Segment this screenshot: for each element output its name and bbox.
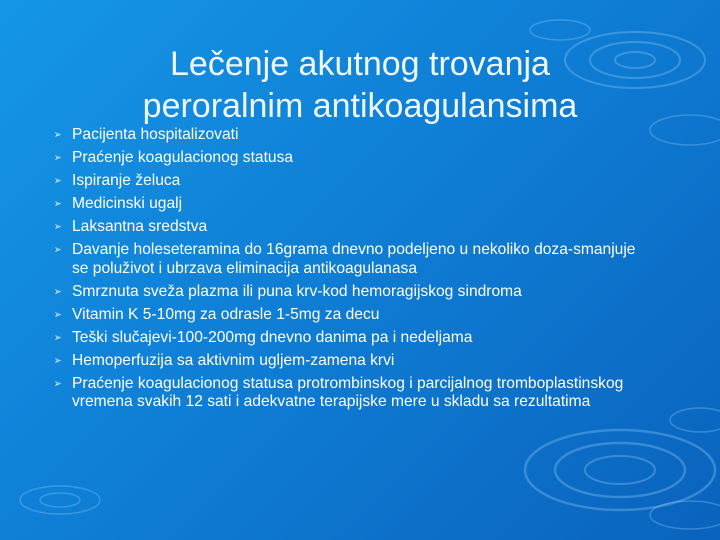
bullet-text: Praćenje koagulacionog statusa <box>72 149 294 166</box>
arrowhead-bullet-icon: ➢ <box>53 152 62 164</box>
arrowhead-bullet-icon: ➢ <box>53 198 62 210</box>
list-item <box>52 375 652 412</box>
bullet-text: Smrznuta sveža plazma ili puna krv-kod hemoragijskog sindroma <box>72 282 522 300</box>
slide-title <box>40 43 680 127</box>
arrowhead-bullet-icon: ➢ <box>53 354 62 367</box>
bullet-text: Ispiranje želuca <box>72 172 181 189</box>
arrowhead-bullet-icon: ➢ <box>53 244 62 256</box>
arrowhead-bullet-icon: ➢ <box>53 175 62 187</box>
list-item <box>52 172 652 191</box>
bullet-text: Teški slučajevi-100-200mg dnevno danima pa i nedeljama <box>72 328 473 346</box>
bullet-text: Davanje holeseteramina do 16grama dnevno podeljeno u nekoliko doza-smanjuje se poluživot i ubrzava eliminacija antikoagulanasa <box>72 241 636 277</box>
title-line-2: peroralnim antikoagulansima <box>142 86 578 125</box>
arrowhead-bullet-icon: ➢ <box>53 308 62 321</box>
list-item <box>52 149 652 168</box>
bullet-text: Medicinski ugalj <box>72 195 183 212</box>
list-item <box>52 352 652 371</box>
list-item <box>52 329 652 348</box>
bullet-text: Laksantna sredstva <box>72 218 208 235</box>
bullet-text: Praćenje koagulacionog statusa protrombinskog i parcijalnog tromboplastinskog vremena svakih 12 sati i adekvatne terapijske mere u skladu sa rezultatima <box>72 374 624 410</box>
title-line-1: Lečenje akutnog trovanja <box>170 44 550 83</box>
list-item <box>52 306 652 325</box>
arrowhead-bullet-icon: ➢ <box>53 285 62 298</box>
bullet-text: Vitamin K 5-10mg za odrasle 1-5mg za decu <box>72 305 380 323</box>
bullet-text: Pacijenta hospitalizovati <box>72 126 239 143</box>
list-item <box>52 218 652 237</box>
arrowhead-bullet-icon: ➢ <box>53 331 62 344</box>
list-item <box>52 126 652 145</box>
list-item <box>52 195 652 214</box>
arrowhead-bullet-icon: ➢ <box>53 377 62 390</box>
list-item <box>52 283 652 302</box>
list-item <box>52 241 652 278</box>
arrowhead-bullet-icon: ➢ <box>53 221 62 233</box>
bullet-list <box>52 126 652 416</box>
bullet-text: Hemoperfuzija sa aktivnim ugljem-zamena krvi <box>72 351 395 369</box>
arrowhead-bullet-icon: ➢ <box>53 129 62 141</box>
